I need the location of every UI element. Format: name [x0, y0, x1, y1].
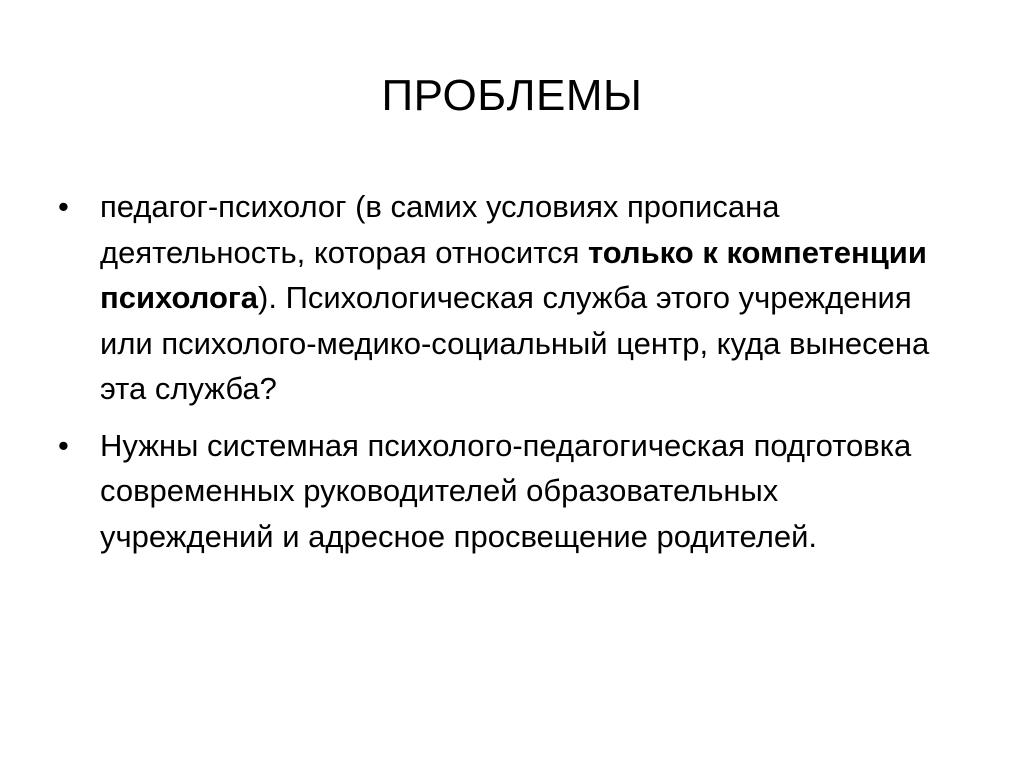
- bullet-icon: •: [58, 189, 69, 224]
- bullet-list: [58, 184, 958, 570]
- bullet-2-text: Нужны системная психолого-педагогическая подготовка современных руководителей образовательных учреждений и адресное просвещение родителей.: [100, 427, 912, 554]
- bullet-item-1: [58, 184, 958, 412]
- bullet-1-text-end: ). Психологическая служба этого учреждения или психолого-медико-социальный центр, куда вынесена эта служба?: [100, 280, 930, 406]
- slide-title: ПРОБЛЕМЫ: [381, 71, 643, 120]
- bullet-1-bold-text: только к компетенции психолога: [100, 234, 927, 315]
- bullet-icon: •: [58, 427, 69, 463]
- bullet-item-2: [58, 423, 958, 560]
- bullet-1-text-start: педагог-психолог (в самих условиях прописана деятельность, которая относится: [100, 189, 780, 270]
